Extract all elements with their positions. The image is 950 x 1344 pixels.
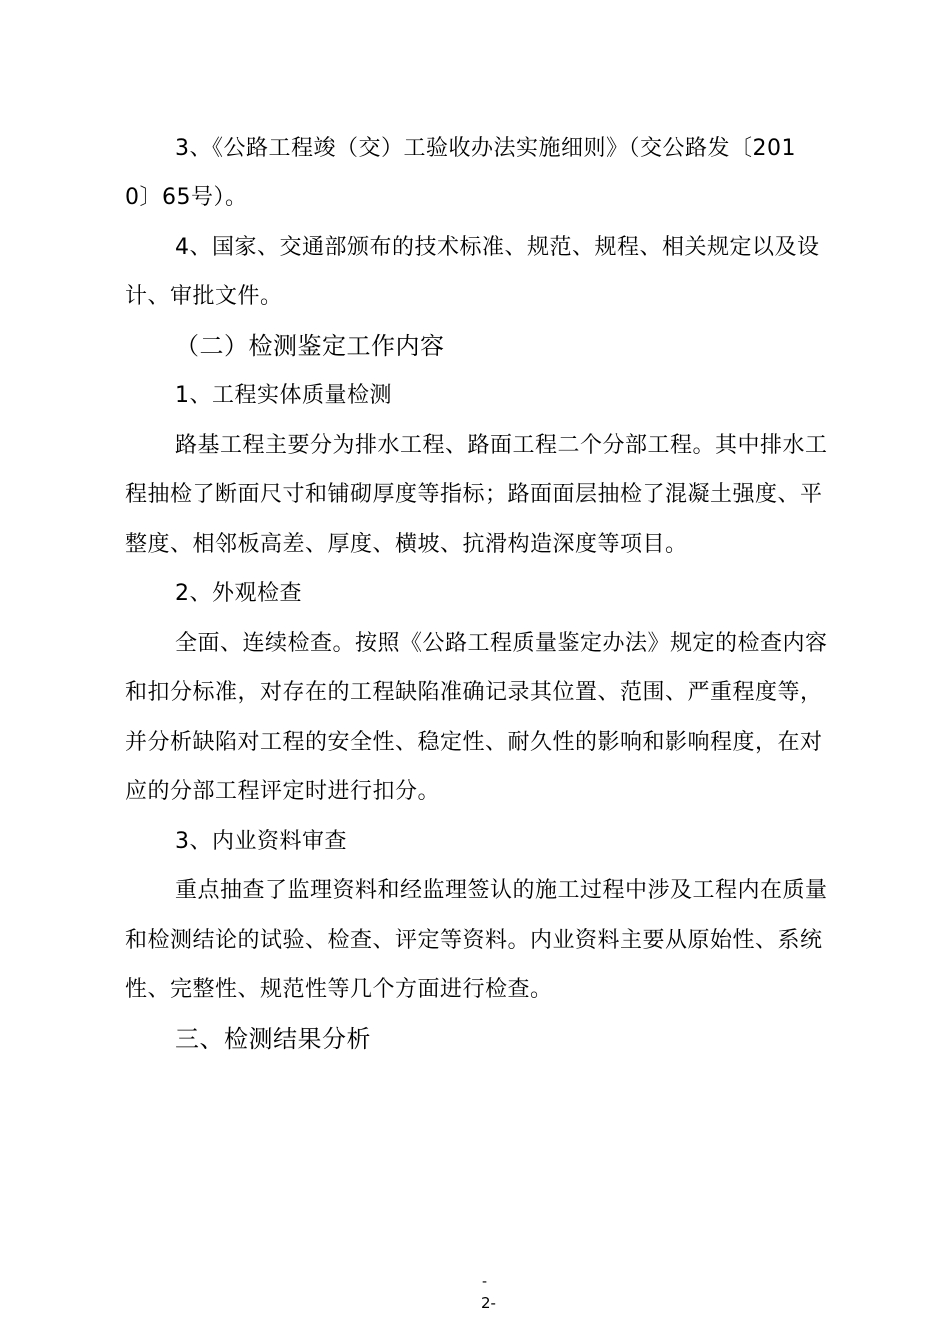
paragraph-line: 路基工程主要分为排水工程、路面工程二个分部工程。其中排水工 — [175, 433, 828, 458]
paragraph-line: 应的分部工程评定时进行扣分。 — [125, 779, 441, 804]
paragraph-line: 重点抽查了监理资料和经监理签认的施工过程中涉及工程内在质量 — [175, 878, 828, 903]
paragraph-line: 和扣分标准，对存在的工程缺陷准确记录其位置、范围、严重程度等， — [125, 680, 823, 705]
paragraph-line: 整度、相邻板高差、厚度、横坡、抗滑构造深度等项目。 — [125, 532, 688, 557]
reference-item-4-continued: 计、审批文件。 — [125, 284, 283, 309]
paragraph-line: 并分析缺陷对工程的安全性、稳定性、耐久性的影响和影响程度，在对 — [125, 730, 823, 755]
subheading-appearance-check: 2、外观检查 — [175, 581, 302, 606]
paragraph-line: 全面、连续检查。按照《公路工程质量鉴定办法》规定的检查内容 — [175, 631, 828, 656]
reference-item-3-continued: 0〕65号）。 — [125, 185, 248, 210]
page-footer-dash: - — [482, 1274, 488, 1290]
reference-item-3: 3、《公路工程竣（交）工验收办法实施细则》（交公路发〔201 — [175, 136, 796, 161]
subheading-entity-quality: 1、工程实体质量检测 — [175, 383, 392, 408]
subheading-documents-review: 3、内业资料审查 — [175, 829, 347, 854]
paragraph-line: 和检测结论的试验、检查、评定等资料。内业资料主要从原始性、系统 — [125, 928, 823, 953]
section-heading-inspection-content: （二）检测鉴定工作内容 — [175, 332, 445, 360]
paragraph-line: 性、完整性、规范性等几个方面进行检查。 — [125, 977, 553, 1002]
section-heading-results-analysis: 三、检测结果分析 — [175, 1025, 371, 1053]
page-number: 2- — [481, 1294, 496, 1312]
paragraph-line: 程抽检了断面尺寸和铺砌厚度等指标；路面面层抽检了混凝土强度、平 — [125, 482, 823, 507]
reference-item-4: 4、国家、交通部颁布的技术标准、规范、规程、相关规定以及设 — [175, 235, 820, 260]
